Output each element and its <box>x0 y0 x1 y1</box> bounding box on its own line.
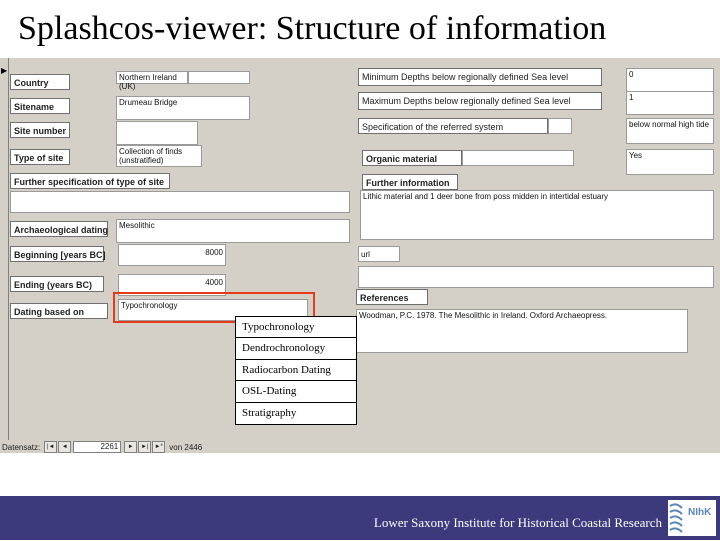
further-spec-type-label: Further specification of type of site <box>10 173 170 189</box>
dropdown-option[interactable]: Dendrochronology <box>236 338 356 359</box>
references-label: References <box>356 289 428 305</box>
logo-text: NIhK <box>688 507 712 518</box>
country-field-extension <box>188 71 250 84</box>
ending-field[interactable]: 4000 <box>118 274 226 296</box>
further-information-field[interactable]: Lithic material and 1 deer bone from poss midden in intertidal estuary <box>360 190 714 240</box>
last-record-button[interactable]: ►| <box>138 441 151 453</box>
min-depth-label: Minimum Depths below regionally defined Sea level <box>358 68 602 86</box>
beginning-label: Beginning [years BC] <box>10 246 104 262</box>
dating-method-dropdown <box>235 316 357 425</box>
type-of-site-label: Type of site <box>10 149 70 165</box>
min-depth-field[interactable]: 0 <box>626 68 714 92</box>
dropdown-option[interactable]: Radiocarbon Dating <box>236 360 356 381</box>
organic-material-spacer <box>462 150 574 166</box>
referred-system-spacer <box>548 118 572 134</box>
organic-material-label: Organic material <box>362 150 462 166</box>
organic-material-field[interactable]: Yes <box>626 149 714 175</box>
referred-system-label: Specification of the referred system <box>358 118 548 134</box>
waves-icon <box>668 500 716 536</box>
url-extended-field <box>358 266 714 288</box>
dropdown-option[interactable]: OSL-Dating <box>236 381 356 402</box>
institute-logo <box>668 500 716 536</box>
slide-title: Splashcos-viewer: Structure of information <box>18 10 607 47</box>
first-record-button[interactable]: |◄ <box>44 441 57 453</box>
dropdown-option[interactable]: Typochronology <box>236 317 356 338</box>
next-record-button[interactable]: ► <box>124 441 137 453</box>
prev-record-button[interactable]: ◄ <box>58 441 71 453</box>
record-nav-label: Datensatz: <box>2 442 41 452</box>
site-number-field[interactable] <box>116 121 198 145</box>
max-depth-field[interactable]: 1 <box>626 91 714 115</box>
url-field[interactable]: url <box>358 246 400 262</box>
record-navigation <box>0 440 202 454</box>
max-depth-label: Maximum Depths below regionally defined Sea level <box>358 92 602 110</box>
record-number-input[interactable]: 2261 <box>73 441 121 453</box>
dating-based-on-label: Dating based on <box>10 303 108 319</box>
country-field[interactable]: Northern Ireland (UK) <box>116 71 188 84</box>
archaeological-dating-label: Archaeological dating <box>10 221 108 237</box>
institute-name: Lower Saxony Institute for Historical Coastal Research <box>373 515 662 530</box>
type-of-site-field[interactable]: Collection of finds (unstratified) <box>116 145 202 167</box>
dating-based-on-select[interactable]: Typochronology <box>118 299 308 321</box>
dropdown-option[interactable]: Stratigraphy <box>242 406 297 419</box>
country-label: Country <box>10 74 70 90</box>
sitename-label: Sitename <box>10 98 70 114</box>
record-selector[interactable] <box>0 58 9 440</box>
sitename-field[interactable]: Drumeau Bridge <box>116 96 250 120</box>
further-spec-type-field[interactable] <box>10 191 350 213</box>
ending-label: Ending (years BC) <box>10 276 104 292</box>
beginning-field[interactable]: 8000 <box>118 244 226 266</box>
referred-system-field[interactable]: below normal high tide <box>626 118 714 144</box>
archaeological-dating-field[interactable]: Mesolithic <box>116 219 350 243</box>
new-record-button[interactable]: ►* <box>152 441 165 453</box>
references-field[interactable]: Woodman, P.C. 1978. The Mesolithic in Ireland. Oxford Archaeopress. <box>356 309 688 353</box>
footer-bar <box>0 496 720 540</box>
further-information-label: Further information <box>362 174 458 190</box>
database-form <box>0 58 720 453</box>
record-pointer-icon: ▶ <box>1 66 8 75</box>
record-count: von 2446 <box>169 442 203 452</box>
site-number-label: Site number <box>10 122 70 138</box>
